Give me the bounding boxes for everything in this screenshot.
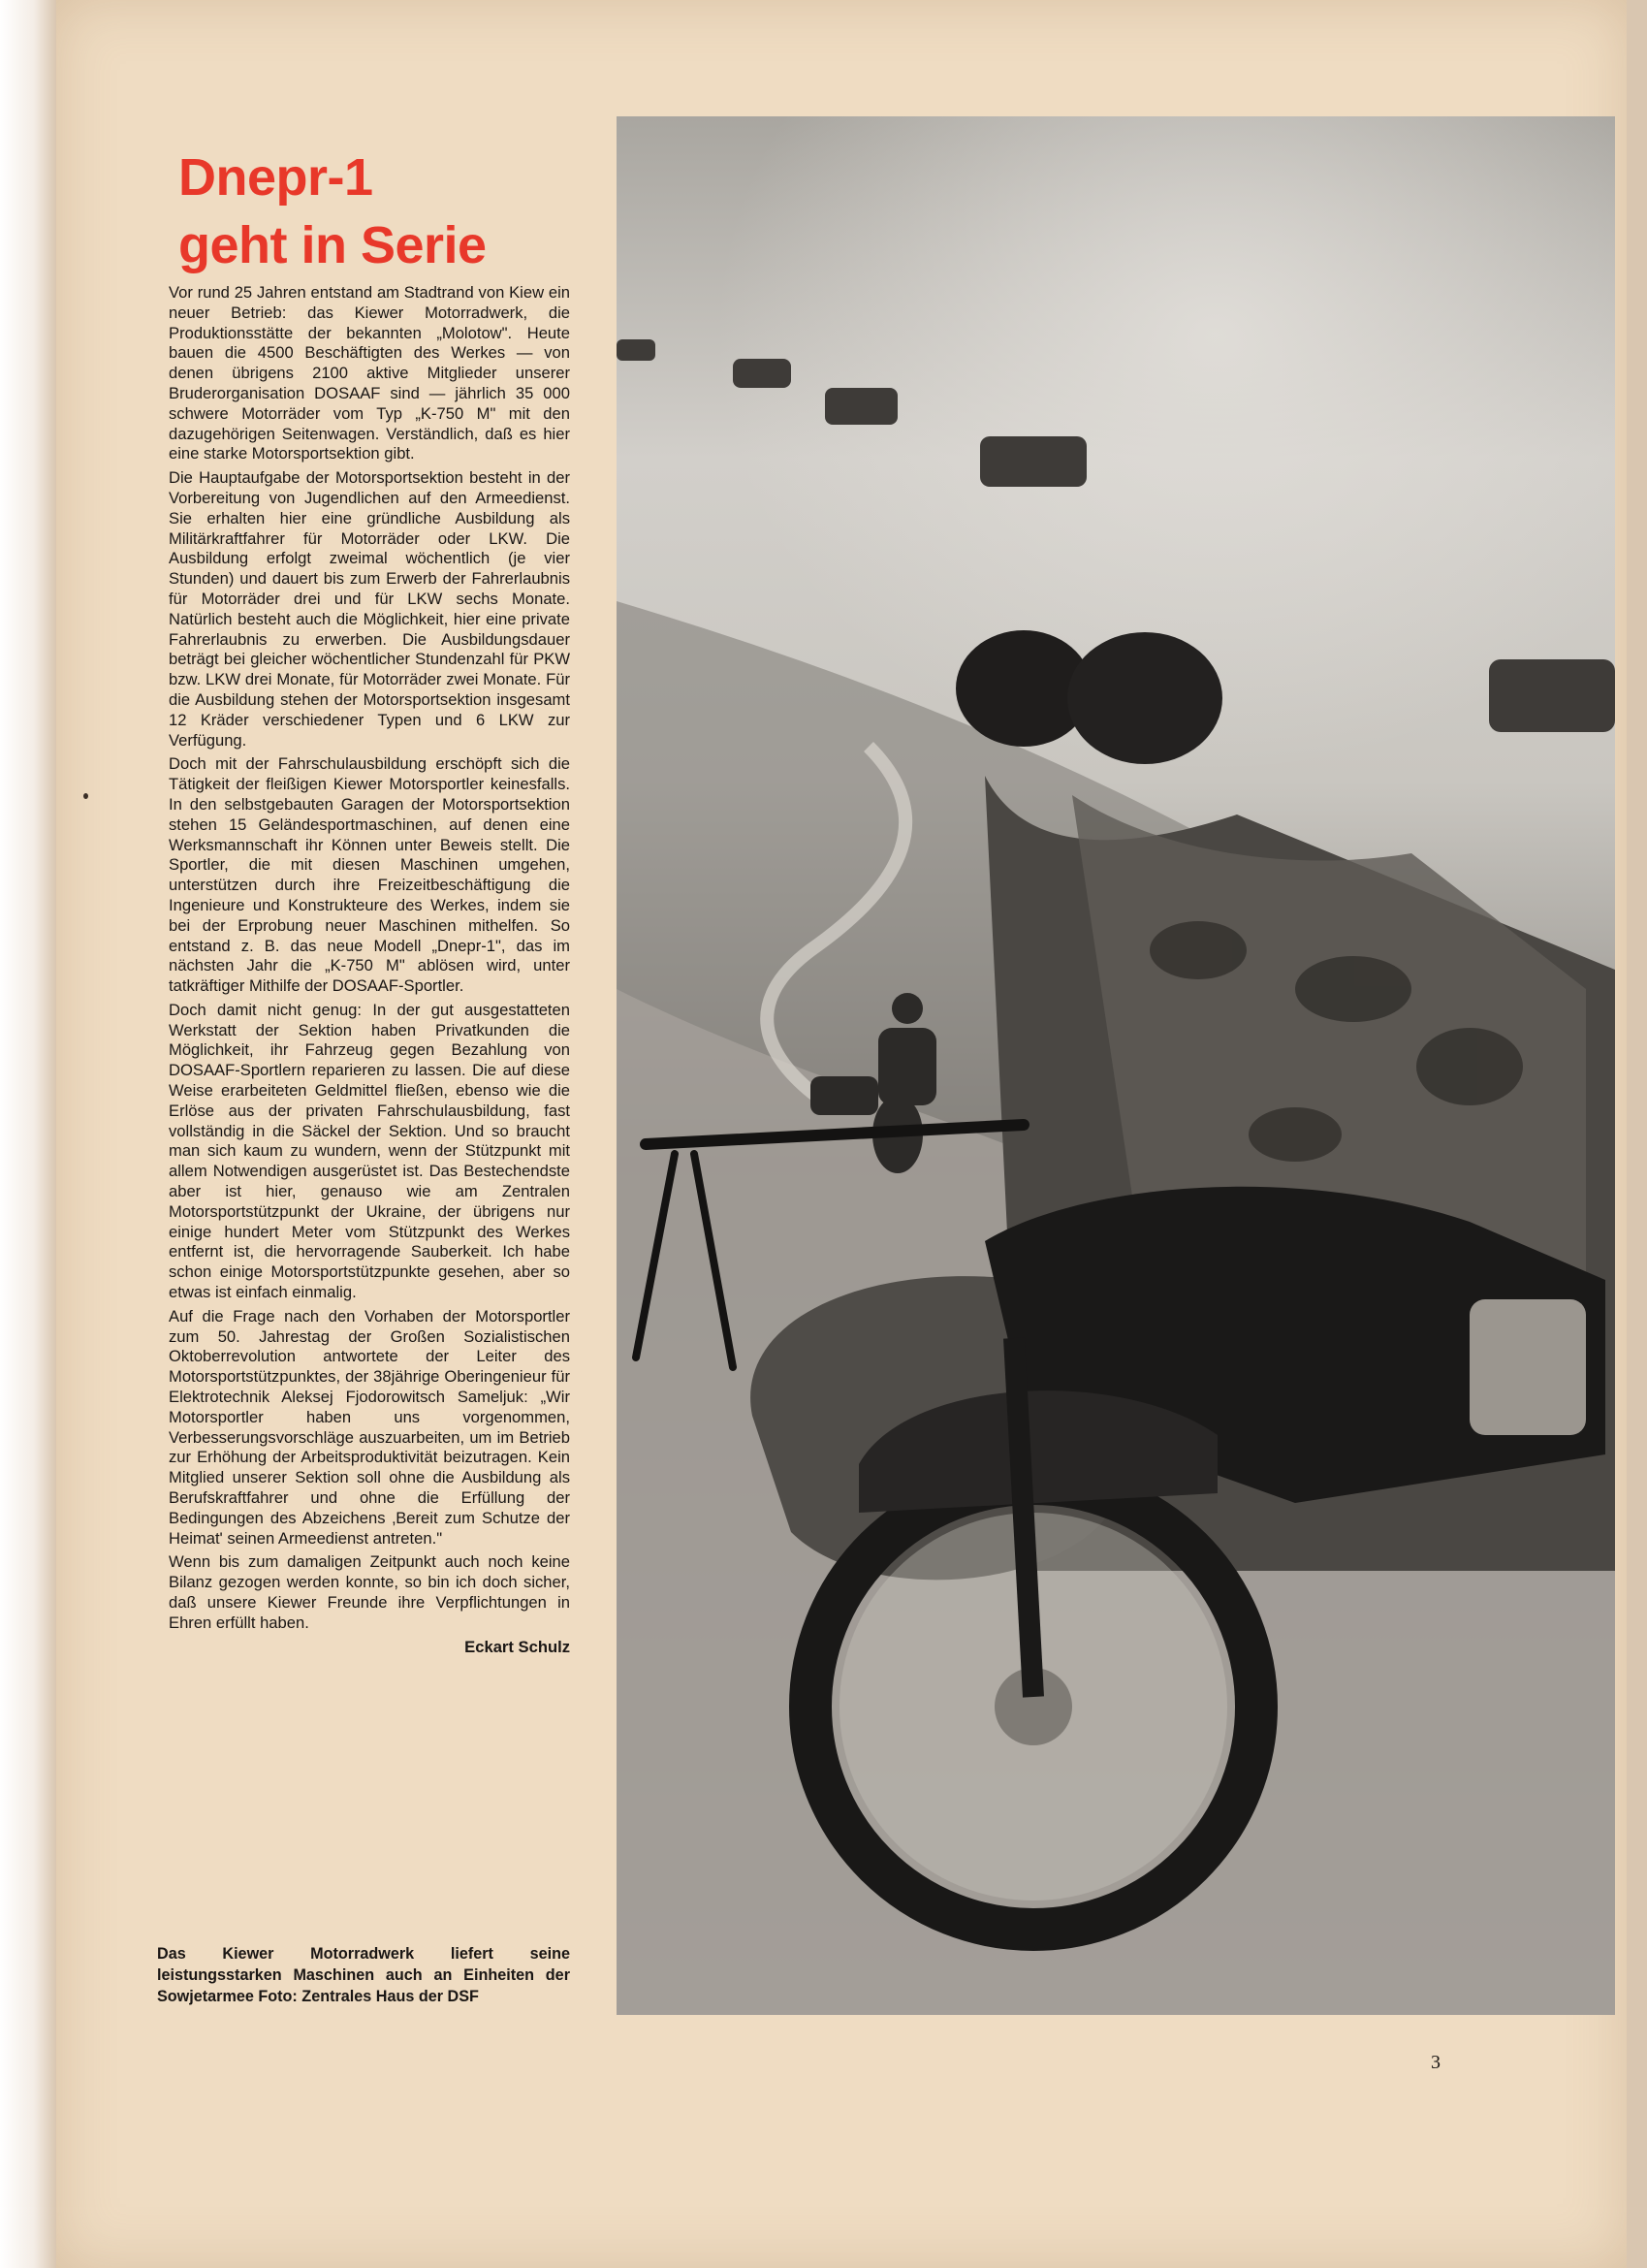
article-body bbox=[169, 283, 570, 1661]
photo-illustration bbox=[617, 116, 1615, 2015]
headline-line-2: geht in Serie bbox=[178, 216, 487, 275]
article-paragraph: Doch mit der Fahrschulausbildung erschöpft sich die Tätigkeit der fleißigen Kiewer Motorsportler keinesfalls. In den selbstgebauten Garagen der Motorsportsektion stehen 15 Geländesportmaschinen, auf denen eine Werksmannschaft ihr Können unter Beweis stellt. Die Sportler, die mit diesen Maschinen umgehen, unterstützen durch ihre Freizeitbeschäftigung die Ingenieure und Konstrukteure des Werkes, indem sie bei der Erprobung neuer Maschinen mithelfen. So entstand z. B. das neue Modell „Dnepr-1", das im nächsten Jahr die „K-750 M" ablösen wird, unter tatkräftiger Mithilfe der DOSAAF-Sportler. bbox=[169, 754, 570, 996]
ink-speck bbox=[83, 793, 88, 799]
photo-caption: Das Kiewer Motorradwerk liefert seine leistungsstarken Maschinen auch an Einheiten der Sowjetarmee Foto: Zentrales Haus der DSF bbox=[157, 1945, 570, 2005]
article-author: Eckart Schulz bbox=[464, 1637, 570, 1656]
headline bbox=[178, 144, 605, 279]
scan-margin bbox=[0, 0, 56, 2268]
headline-line-1: Dnepr-1 bbox=[178, 148, 373, 208]
article-paragraph: Wenn bis zum damaligen Zeitpunkt auch noch keine Bilanz gezogen werden konnte, so bin ich doch sicher, daß unsere Kiewer Freunde ihre Verpflichtungen in Ehren erfüllt haben. bbox=[169, 1552, 570, 1632]
photo-motorcycle-soldiers bbox=[617, 116, 1615, 2015]
page-number: 3 bbox=[1431, 2052, 1441, 2073]
article-paragraph: Doch damit nicht genug: In der gut ausgestatteten Werkstatt der Sektion haben Privatkunden die Möglichkeit, ihr Fahrzeug gegen Bezahlung von DOSAAF-Sportlern reparieren zu lassen. Die auf diese Weise erarbeiteten Geldmittel fließen, ebenso wie die Erlöse aus der privaten Fahrschulausbildung, fast vollständig in die Säckel der Sektion. Und so braucht man sich kaum zu wundern, wenn der Stützpunkt mit allem Notwendigen ausgerüstet ist. Das Bestechendste aber ist hier, genauso wie am Zentralen Motorsportstützpunkt der Ukraine, der übrigens nur einige hundert Meter vom Stützpunkt des Werkes entfernt ist, die hervorragende Sauberkeit. Ich habe schon einige Motorsportstützpunkte gesehen, aber so etwas ist einfach einmalig. bbox=[169, 1000, 570, 1302]
article-paragraph: Vor rund 25 Jahren entstand am Stadtrand von Kiew ein neuer Betrieb: das Kiewer Motorradwerk, die Produktionsstätte der bekannten „Molotow". Heute bauen die 4500 Beschäftigten des Werkes — von denen übrigens 2100 aktive Mitglieder unserer Bruderorganisation DOSAAF sind — jährlich 35 000 schwere Motorräder vom Typ „K-750 M" mit den dazugehörigen Seitenwagen. Verständlich, daß es hier eine starke Motorsportsektion gibt. bbox=[169, 283, 570, 463]
article-paragraph: Die Hauptaufgabe der Motorsportsektion besteht in der Vorbereitung von Jugendlichen auf den Armeedienst. Sie erhalten hier eine gründliche Ausbildung als Militärkraftfahrer für Motorräder oder LKW. Die Ausbildung erfolgt zweimal wöchentlich (je vier Stunden) und dauert bis zum Erwerb der Fahrerlaubnis für Motorräder drei und für LKW sechs Monate. Natürlich besteht auch die Möglichkeit, hier eine private Fahrerlaubnis zu erwerben. Die Ausbildungsdauer beträgt bei gleicher wöchentlicher Stundenzahl für PKW bzw. LKW drei Monate, für Motorräder zwei Monate. Für die Ausbildung stehen der Motorsportsektion insgesamt 12 Kräder verschiedener Typen und 6 LKW zur Verfügung. bbox=[169, 468, 570, 750]
article-paragraph: Auf die Frage nach den Vorhaben der Motorsportler zum 50. Jahrestag der Großen Sozialistischen Oktoberrevolution antwortete der Leiter des Motorsportstützpunktes, der 38jährige Oberingenieur für Elektrotechnik Aleksej Fjodorowitsch Sameljuk: „Wir Motorsportler haben uns vorgenommen, Verbesserungsvorschläge auszuarbeiten, um im Betrieb zur Erhöhung der Arbeitsproduktivität beizutragen. Kein Mitglied unserer Sektion soll ohne die Ausbildung als Berufskraftfahrer und ohne die Erfüllung der Bedingungen des Abzeichens ‚Bereit zum Schutze der Heimat' seinen Armeedienst antreten." bbox=[169, 1306, 570, 1548]
